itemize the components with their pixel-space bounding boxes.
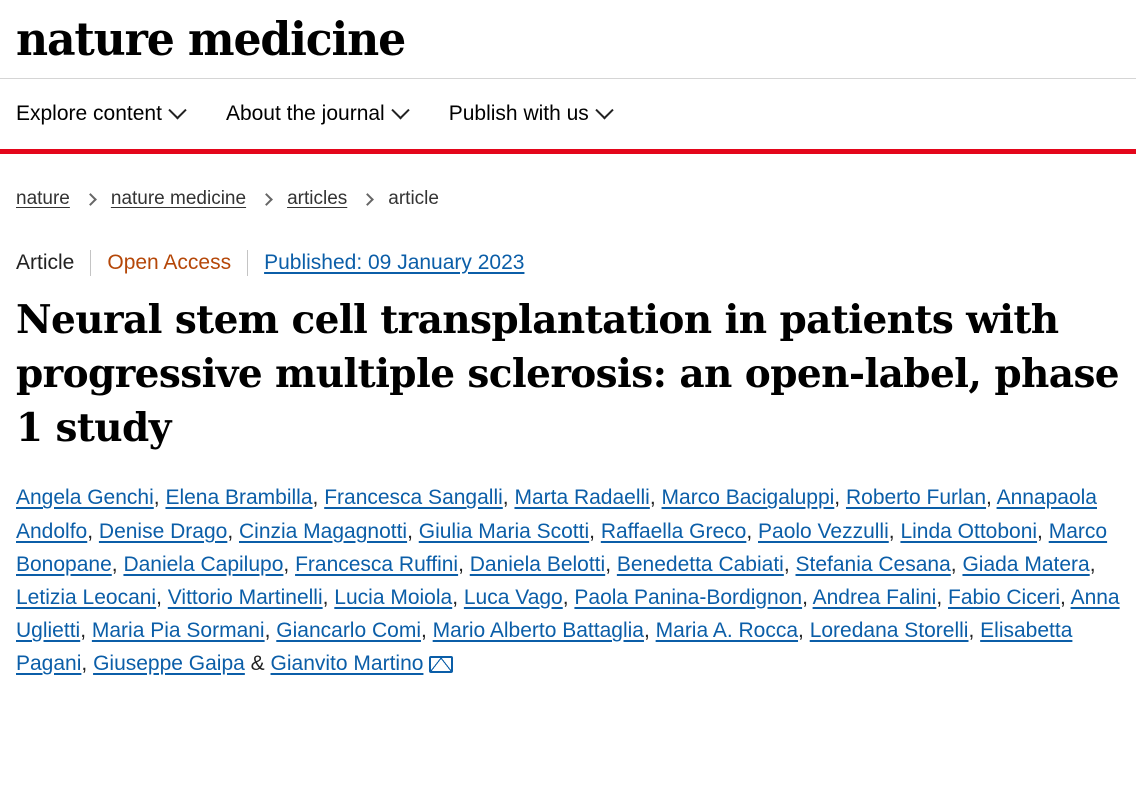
author-separator: ,	[1089, 552, 1096, 576]
author-separator: ,	[322, 585, 335, 609]
author-separator: ,	[111, 552, 124, 576]
author-link[interactable]: Cinzia Magagnotti	[238, 519, 408, 543]
author-link[interactable]: Marta Radaelli	[514, 486, 650, 510]
author-link[interactable]: Angela Genchi	[16, 486, 154, 510]
meta-divider	[247, 250, 248, 276]
chevron-down-icon	[391, 101, 409, 119]
envelope-icon[interactable]	[429, 656, 453, 673]
author-link[interactable]: Paolo Vezzulli	[758, 519, 889, 543]
author-separator: ,	[936, 585, 948, 609]
breadcrumb-item-nature[interactable]: nature	[16, 188, 70, 209]
author-separator: ,	[649, 486, 662, 510]
author-link[interactable]: Gianvito Martino	[270, 652, 424, 676]
nav-item-explore-content[interactable]	[16, 102, 184, 126]
author-link[interactable]: Mario Alberto Battaglia	[432, 619, 644, 643]
author-link[interactable]: Raffaella Greco	[600, 519, 747, 543]
author-separator: ,	[605, 552, 617, 576]
breadcrumb-item-article: article	[388, 188, 439, 209]
author-separator: ,	[888, 519, 901, 543]
author-link[interactable]: Annapaola Andolfo	[16, 486, 1097, 543]
author-link[interactable]: Benedetta Cabiati	[616, 552, 784, 576]
author-link[interactable]: Stefania Cesana	[795, 552, 951, 576]
author-link[interactable]: Roberto Furlan	[845, 486, 987, 510]
author-link[interactable]: Luca Vago	[463, 585, 563, 609]
author-link[interactable]: Maria Pia Sormani	[91, 619, 265, 643]
author-separator: ,	[80, 619, 92, 643]
nav-label: Publish with us	[448, 102, 589, 125]
author-link[interactable]: Anna Uglietti	[16, 585, 1120, 643]
author-separator: ,	[502, 486, 515, 510]
author-link[interactable]: Vittorio Martinelli	[167, 585, 323, 609]
author-separator: ,	[968, 619, 981, 643]
author-link[interactable]: Daniela Belotti	[469, 552, 606, 576]
author-link[interactable]: Marco Bacigaluppi	[661, 486, 835, 510]
nav-label: Explore content	[16, 102, 162, 125]
author-link[interactable]: Giancarlo Comi	[276, 619, 421, 643]
author-separator: ,	[562, 585, 575, 609]
author-separator: ,	[1037, 519, 1049, 543]
author-separator: ,	[227, 519, 239, 543]
author-separator: ,	[986, 486, 997, 510]
chevron-right-icon	[260, 193, 273, 206]
chevron-down-icon	[595, 101, 613, 119]
author-separator: ,	[452, 585, 464, 609]
author-link[interactable]: Elisabetta Pagani	[16, 619, 1073, 676]
author-separator: ,	[798, 619, 810, 643]
breadcrumb-item-nature-medicine[interactable]: nature medicine	[110, 188, 247, 209]
author-list	[16, 481, 1120, 680]
author-link[interactable]: Loredana Storelli	[809, 619, 969, 643]
chevron-right-icon	[84, 193, 97, 206]
author-separator: ,	[87, 519, 99, 543]
author-link[interactable]: Fabio Ciceri	[948, 585, 1061, 609]
author-separator: ,	[783, 552, 796, 576]
author-separator: ,	[264, 619, 277, 643]
author-separator: ,	[834, 486, 846, 510]
author-separator: ,	[643, 619, 656, 643]
author-link[interactable]: Francesca Sangalli	[324, 486, 503, 510]
author-link[interactable]: Paola Panina-Bordignon	[574, 585, 803, 609]
author-separator: ,	[1060, 585, 1071, 609]
journal-logo[interactable]: nature medicine	[16, 12, 406, 66]
author-separator: &	[244, 652, 271, 676]
nav-item-about-the-journal[interactable]	[226, 102, 407, 126]
author-link[interactable]: Andrea Falini	[812, 585, 937, 609]
article-content	[0, 154, 1136, 680]
author-separator: ,	[153, 486, 166, 510]
published-date[interactable]: Published: 09 January 2023	[264, 251, 525, 274]
author-separator: ,	[283, 552, 296, 576]
nav-item-publish-with-us[interactable]	[449, 102, 611, 126]
author-link[interactable]: Marco Bonopane	[16, 519, 1108, 576]
author-separator: ,	[81, 652, 94, 676]
author-separator: ,	[746, 519, 759, 543]
author-separator: ,	[312, 486, 325, 510]
author-separator: ,	[458, 552, 470, 576]
author-link[interactable]: Giuseppe Gaipa	[93, 652, 245, 676]
author-link[interactable]: Elena Brambilla	[165, 486, 313, 510]
author-separator: ,	[802, 585, 813, 609]
author-link[interactable]: Giada Matera	[962, 552, 1090, 576]
nav-label: About the journal	[225, 102, 385, 125]
article-meta	[16, 250, 1120, 276]
author-separator: ,	[589, 519, 601, 543]
breadcrumb-item-articles[interactable]: articles	[287, 188, 348, 209]
author-link[interactable]: Lucia Moiola	[334, 585, 453, 609]
author-link[interactable]: Francesca Ruffini	[295, 552, 459, 576]
masthead	[0, 0, 1136, 79]
main-navigation	[0, 79, 1136, 154]
author-link[interactable]: Letizia Leocani	[16, 585, 157, 609]
author-separator: ,	[407, 519, 419, 543]
author-separator: ,	[156, 585, 168, 609]
page-title: Neural stem cell transplantation in patients with progressive multiple sclerosis: an open-label, phase 1 study	[16, 297, 1120, 451]
article-type: Article	[16, 251, 75, 274]
chevron-right-icon	[361, 193, 374, 206]
author-link[interactable]: Maria A. Rocca	[655, 619, 799, 643]
author-separator: ,	[421, 619, 433, 643]
meta-divider	[90, 250, 91, 276]
author-link[interactable]: Daniela Capilupo	[123, 552, 284, 576]
author-link[interactable]: Denise Drago	[98, 519, 228, 543]
author-link[interactable]: Linda Ottoboni	[900, 519, 1038, 543]
breadcrumb	[16, 154, 1120, 210]
open-access-badge: Open Access	[107, 251, 232, 274]
author-link[interactable]: Giulia Maria Scotti	[418, 519, 590, 543]
author-separator: ,	[950, 552, 963, 576]
chevron-down-icon	[168, 101, 186, 119]
